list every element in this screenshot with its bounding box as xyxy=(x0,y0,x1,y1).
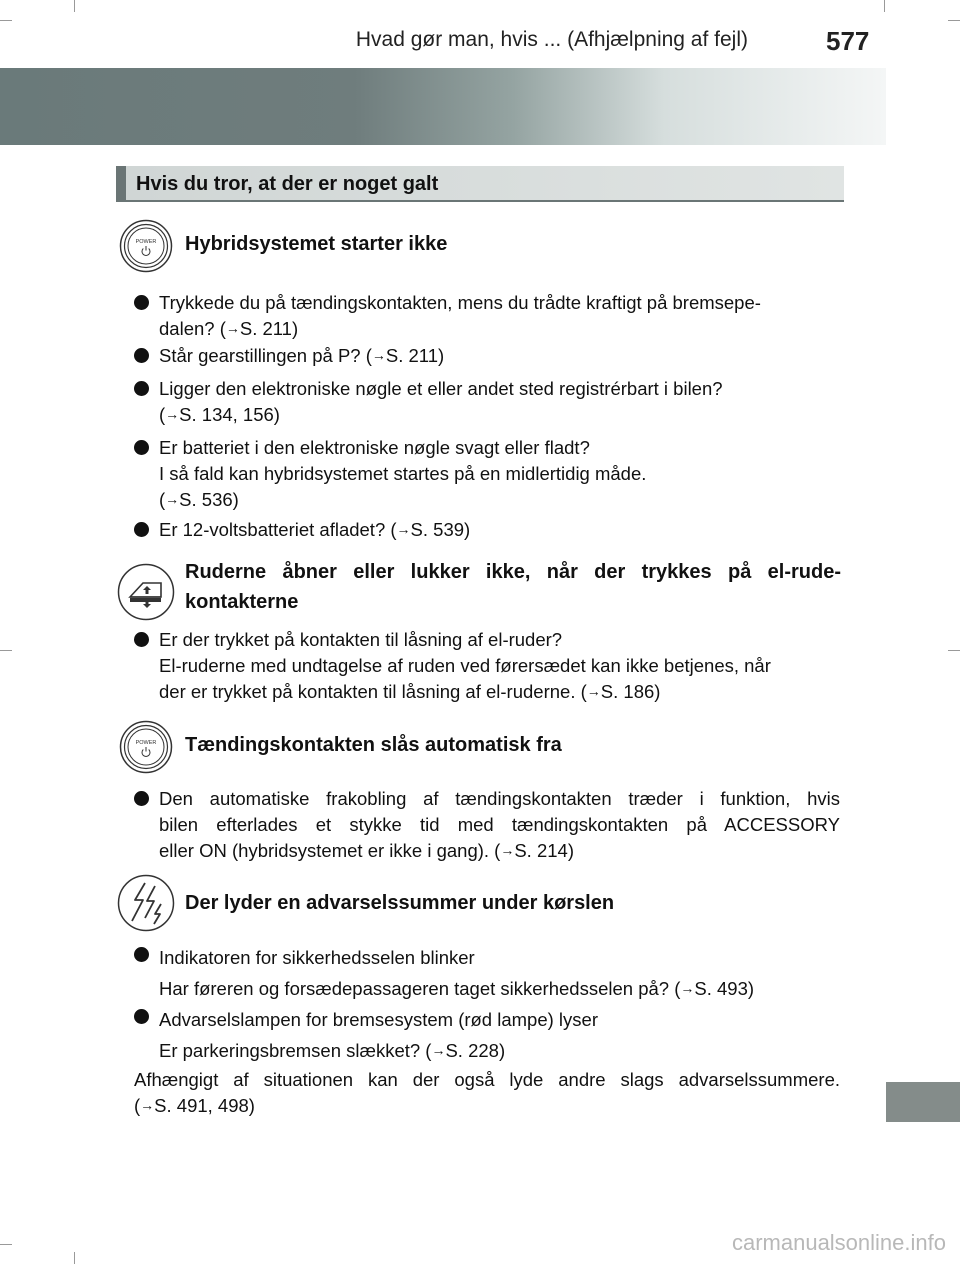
section-heading-text: Hvis du tror, at der er noget galt xyxy=(136,173,439,195)
bullet-dot xyxy=(134,381,149,396)
power-button-icon xyxy=(119,720,173,774)
arrow-icon: → xyxy=(431,1042,446,1058)
bullet-dot xyxy=(134,1009,149,1024)
svg-text:POWER: POWER xyxy=(135,740,157,746)
crop-mark xyxy=(74,1252,75,1264)
arrow-icon: → xyxy=(396,521,411,537)
section-heading xyxy=(116,166,844,202)
arrow-icon: → xyxy=(140,1097,155,1113)
header-band xyxy=(0,68,886,145)
bullet-dot xyxy=(134,440,149,455)
list-item: Trykkede du på tændingskontakten, mens du trådte kraftigt på bremsepe- dalen? (→S. 211) xyxy=(134,290,840,343)
list-item: Indikatoren for sikkerhedsselen blinker Har føreren og forsædepassageren taget sikkerhedsselen på? (→S. 493) xyxy=(134,942,840,1006)
watermark: carmanualsonline.info xyxy=(731,1230,946,1255)
list-item: Står gearstillingen på P? (→S. 211) xyxy=(134,343,840,370)
power-button-icon xyxy=(119,219,173,273)
closing-paragraph: Afhængigt af situationen kan der også lyde andre slags advarselssummere. (→S. 491, 498) xyxy=(134,1069,840,1116)
crop-mark xyxy=(948,650,960,651)
topic-title-continued: kontakterne xyxy=(185,591,299,613)
list-item: Er 12-voltsbatteriet afladet? (→S. 539) xyxy=(134,517,840,544)
arrow-icon: → xyxy=(586,683,601,699)
topic-title: Ruderne åbner eller lukker ikke, når der trykkes på el-rude- xyxy=(185,561,841,583)
list-item: Advarselslampen for bremsesystem (rød lampe) lyser Er parkeringsbremsen slækket? (→S. 228) xyxy=(134,1004,840,1068)
svg-text:POWER: POWER xyxy=(135,239,157,245)
arrow-icon: → xyxy=(371,347,386,363)
arrow-icon: → xyxy=(165,491,180,507)
crop-mark xyxy=(0,650,12,651)
page-number: 577 xyxy=(826,26,870,56)
bullet-dot xyxy=(134,295,149,310)
crop-mark xyxy=(948,20,960,21)
crop-mark xyxy=(884,0,885,12)
list-item: Den automatiske frakobling af tændingskontakten træder i funktion, hvis bilen efterlades et stykke tid med tændingskontakten på ACCESSORY eller ON (hybridsystemet er ikke i gang). (→S. 214) xyxy=(134,786,840,865)
arrow-icon: → xyxy=(680,980,695,996)
bullet-dot xyxy=(134,632,149,647)
warning-buzzer-icon xyxy=(117,874,175,932)
list-item: Ligger den elektroniske nøgle et eller andet sted registrérbart i bilen? (→S. 134, 156) xyxy=(134,376,840,429)
topic-title: Der lyder en advarselssummer under kørslen xyxy=(185,892,615,914)
topic-title: Hybridsystemet starter ikke xyxy=(185,233,448,255)
arrow-icon: → xyxy=(165,406,180,422)
bullet-dot xyxy=(134,348,149,363)
crop-mark xyxy=(74,0,75,12)
bullet-dot xyxy=(134,791,149,806)
chapter-side-tab xyxy=(886,1082,960,1122)
list-item: Er der trykket på kontakten til låsning af el-ruder? El-ruderne med undtagelse af ruden ved førersædet kan ikke betjenes, når der er trykket på kontakten til låsning af el-ruderne. (→S. 186) xyxy=(134,627,840,706)
power-window-icon xyxy=(117,563,175,621)
chapter-title: Hvad gør man, hvis ... (Afhjælpning af fejl) xyxy=(355,28,748,51)
bullet-dot xyxy=(134,947,149,962)
arrow-icon: → xyxy=(225,320,240,336)
topic-title: Tændingskontakten slås automatisk fra xyxy=(185,734,562,756)
crop-mark xyxy=(0,1244,12,1245)
list-item: Er batteriet i den elektroniske nøgle svagt eller fladt? I så fald kan hybridsystemet startes på en midlertidig måde. (→S. 536) xyxy=(134,435,840,514)
arrow-icon: → xyxy=(500,842,515,858)
bullet-dot xyxy=(134,522,149,537)
crop-mark xyxy=(0,20,12,21)
